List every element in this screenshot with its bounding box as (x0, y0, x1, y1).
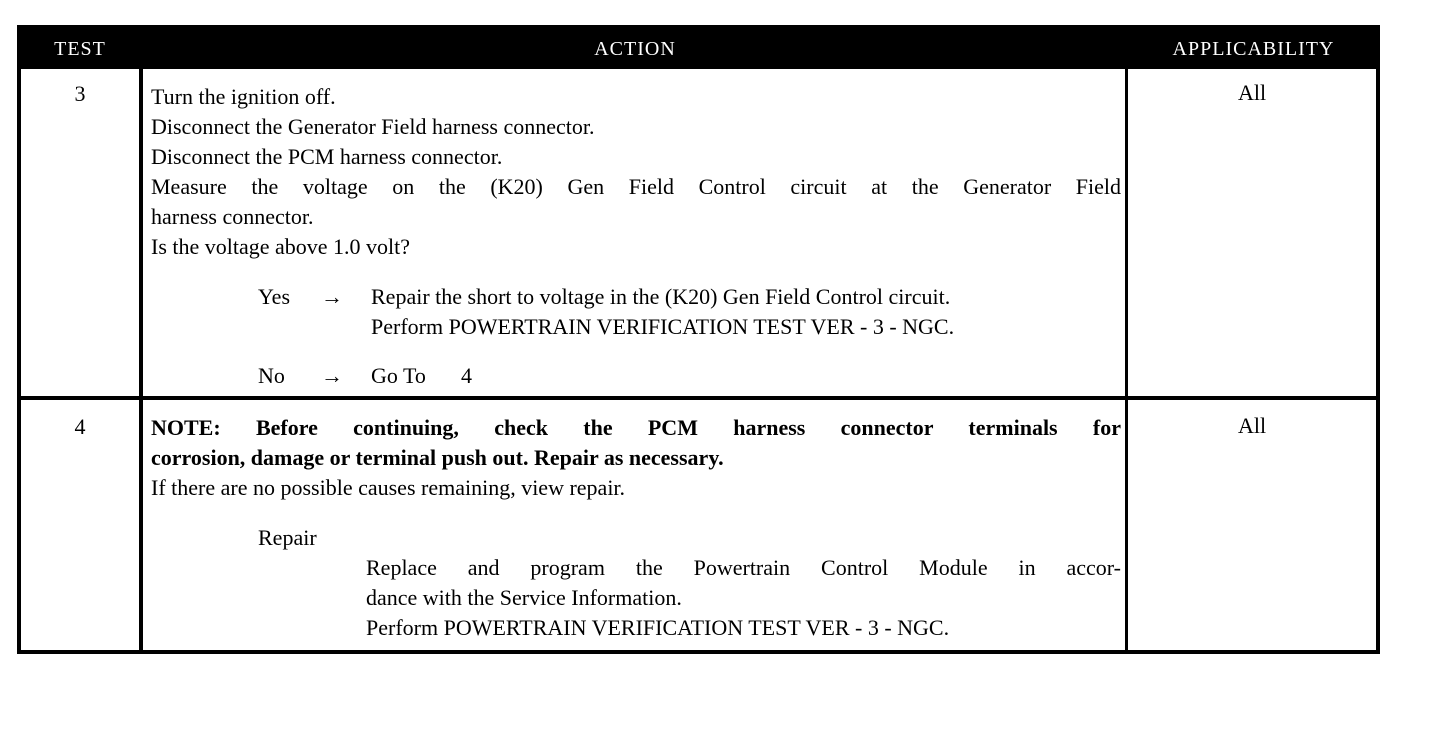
arrow-right-icon: → (321, 363, 343, 388)
yes-action-line: Perform POWERTRAIN VERIFICATION TEST VER - 3 - NGC. (371, 314, 955, 339)
repair-line: Replace and program the Powertrain Control Module in accor- (366, 555, 1121, 580)
column-divider (1125, 69, 1128, 650)
diagnostic-test-table (17, 25, 1380, 654)
arrow-right-icon: → (321, 284, 343, 309)
action-line: Measure the voltage on the (K20) Gen Field Control circuit at the Generator Field (151, 174, 1121, 199)
action-text (151, 82, 1121, 262)
goto-target: 4 (461, 363, 472, 388)
test-number: 3 (74, 81, 86, 106)
applicability-value: All (1237, 80, 1267, 105)
header-action: ACTION (594, 38, 676, 60)
table-header (21, 29, 1376, 69)
applicability-value: All (1237, 413, 1267, 438)
yes-action-line: Repair the short to voltage in the (K20) Gen Field Control circuit. (371, 284, 951, 309)
repair-label: Repair (258, 525, 317, 550)
no-label: No (258, 363, 285, 388)
action-line: Disconnect the PCM harness connector. (151, 144, 503, 169)
action-line: Disconnect the Generator Field harness connector. (151, 114, 595, 139)
action-line: Turn the ignition off. (151, 84, 336, 109)
action-text (151, 413, 1121, 503)
row-divider (21, 396, 1376, 400)
column-divider (139, 69, 143, 650)
header-applicability: APPLICABILITY (1172, 38, 1335, 60)
action-line: Is the voltage above 1.0 volt? (151, 234, 411, 259)
repair-text (366, 553, 1121, 643)
action-line: If there are no possible causes remaining, view repair. (151, 475, 626, 500)
note-line: NOTE: Before continuing, check the PCM harness connector terminals for (151, 415, 1121, 440)
header-test: TEST (54, 38, 106, 60)
test-number: 4 (74, 414, 86, 439)
note-line: corrosion, damage or terminal push out. Repair as necessary. (151, 445, 724, 470)
repair-line: Perform POWERTRAIN VERIFICATION TEST VER - 3 - NGC. (366, 615, 950, 640)
action-line: harness connector. (151, 204, 314, 229)
yes-label: Yes (258, 284, 291, 309)
repair-line: dance with the Service Information. (366, 585, 682, 610)
goto-label: Go To (371, 363, 426, 388)
